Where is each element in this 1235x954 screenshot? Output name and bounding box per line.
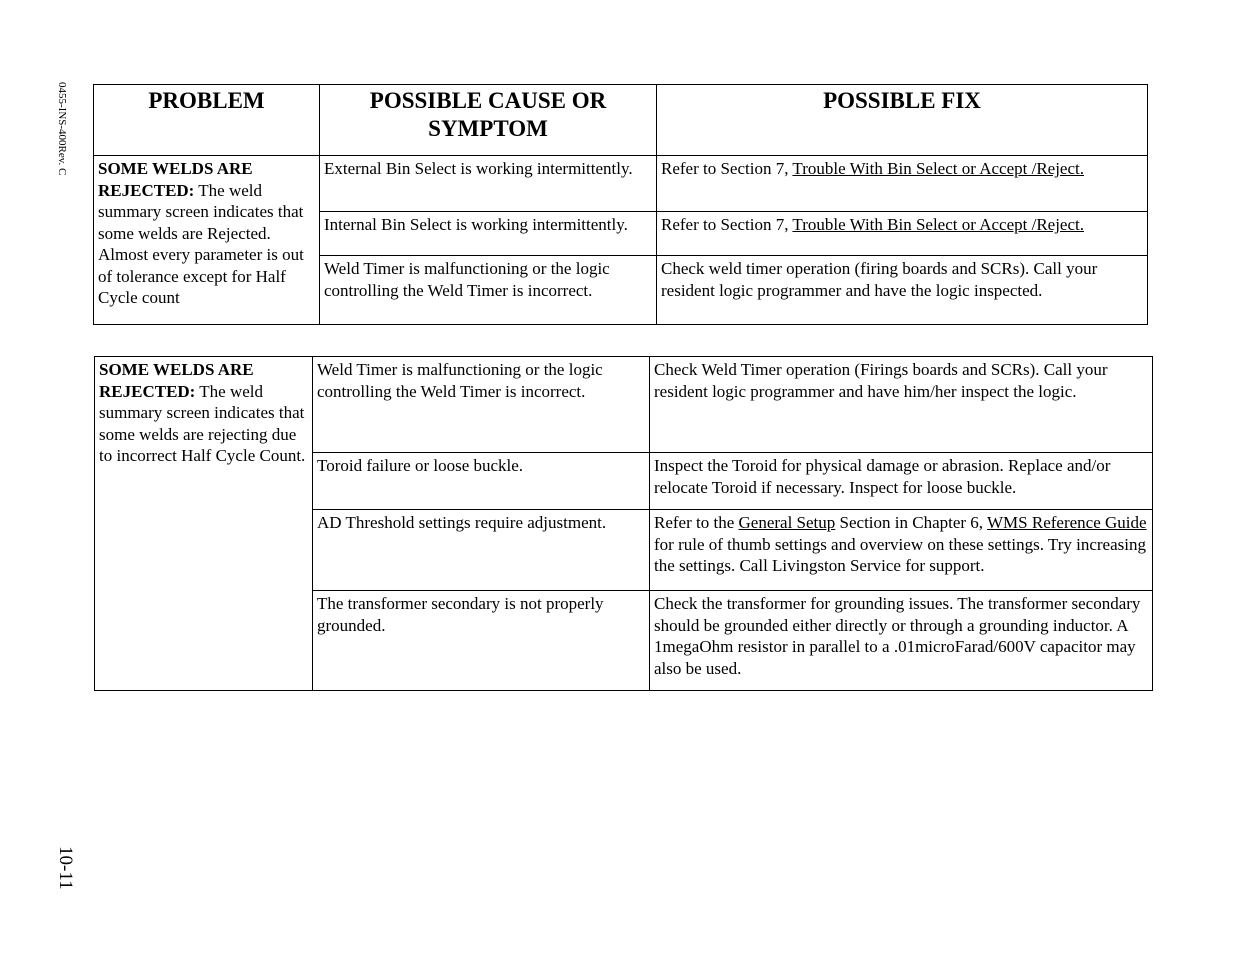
cause-cell: Weld Timer is malfunctioning or the logic controlling the Weld Timer is incorrect. [320,256,657,325]
table-row [95,357,1153,453]
problem-title: SOME WELDS ARE REJECTED: [98,159,253,200]
fix-text: Refer to Section 7, [661,215,793,234]
header-cause: POSSIBLE CAUSE OR SYMPTOM [320,85,657,156]
header-fix: POSSIBLE FIX [657,85,1148,156]
header-row [94,85,1148,156]
fix-text: for rule of thumb settings and overview on these settings. Try increasing the settings. Call Livingston Service for support. [654,534,1146,575]
fix-cell: Check weld timer operation (firing boards and SCRs). Call your resident logic programmer and have the logic inspected. [657,256,1148,325]
section-reference-link[interactable]: Trouble With Bin Select or Accept /Reject. [792,215,1084,234]
troubleshooting-table-1 [93,84,1148,325]
problem-description: The weld summary screen indicates that some welds are rejecting due to incorrect Half Cycle Count. [99,381,306,465]
cause-cell: The transformer secondary is not properly grounded. [313,591,650,691]
fix-text: Refer to the [654,513,739,532]
header-problem: PROBLEM [94,85,320,156]
fix-text: Section in Chapter 6, [835,513,988,532]
fix-cell [657,212,1148,256]
wms-reference-guide-link[interactable]: WMS Reference Guide [987,513,1147,532]
section-reference-link[interactable]: Trouble With Bin Select or Accept /Reject. [792,159,1084,178]
cause-cell: Internal Bin Select is working intermittently. [320,212,657,256]
problem-cell [95,357,313,691]
cause-cell: AD Threshold settings require adjustment. [313,510,650,591]
fix-cell [650,510,1153,591]
fix-text: Refer to Section 7, [661,159,793,178]
cause-cell: Toroid failure or loose buckle. [313,453,650,510]
problem-description: The weld summary screen indicates that some welds are Rejected. Almost every parameter is out of tolerance except for Half Cycle count [98,180,304,307]
troubleshooting-table-2 [94,356,1153,691]
fix-cell [657,156,1148,212]
problem-title: SOME WELDS ARE REJECTED: [99,360,254,401]
page-number: 10-11 [55,846,76,890]
general-setup-link[interactable]: General Setup [738,513,836,532]
fix-cell: Check Weld Timer operation (Firings boards and SCRs). Call your resident logic programmer and have him/her inspect the logic. [650,357,1153,453]
cause-cell: Weld Timer is malfunctioning or the logic controlling the Weld Timer is incorrect. [313,357,650,453]
table-row [94,156,1148,212]
cause-cell: External Bin Select is working intermittently. [320,156,657,212]
problem-cell [94,156,320,325]
fix-cell: Inspect the Toroid for physical damage or abrasion. Replace and/or relocate Toroid if necessary. Inspect for loose buckle. [650,453,1153,510]
document-id: 0455-INS-400Rev. C [56,82,68,176]
fix-cell: Check the transformer for grounding issues. The transformer secondary should be grounded either directly or through a grounding inductor. A 1megaOhm resistor in parallel to a .01microFarad/600V capacitor may also be used. [650,591,1153,691]
